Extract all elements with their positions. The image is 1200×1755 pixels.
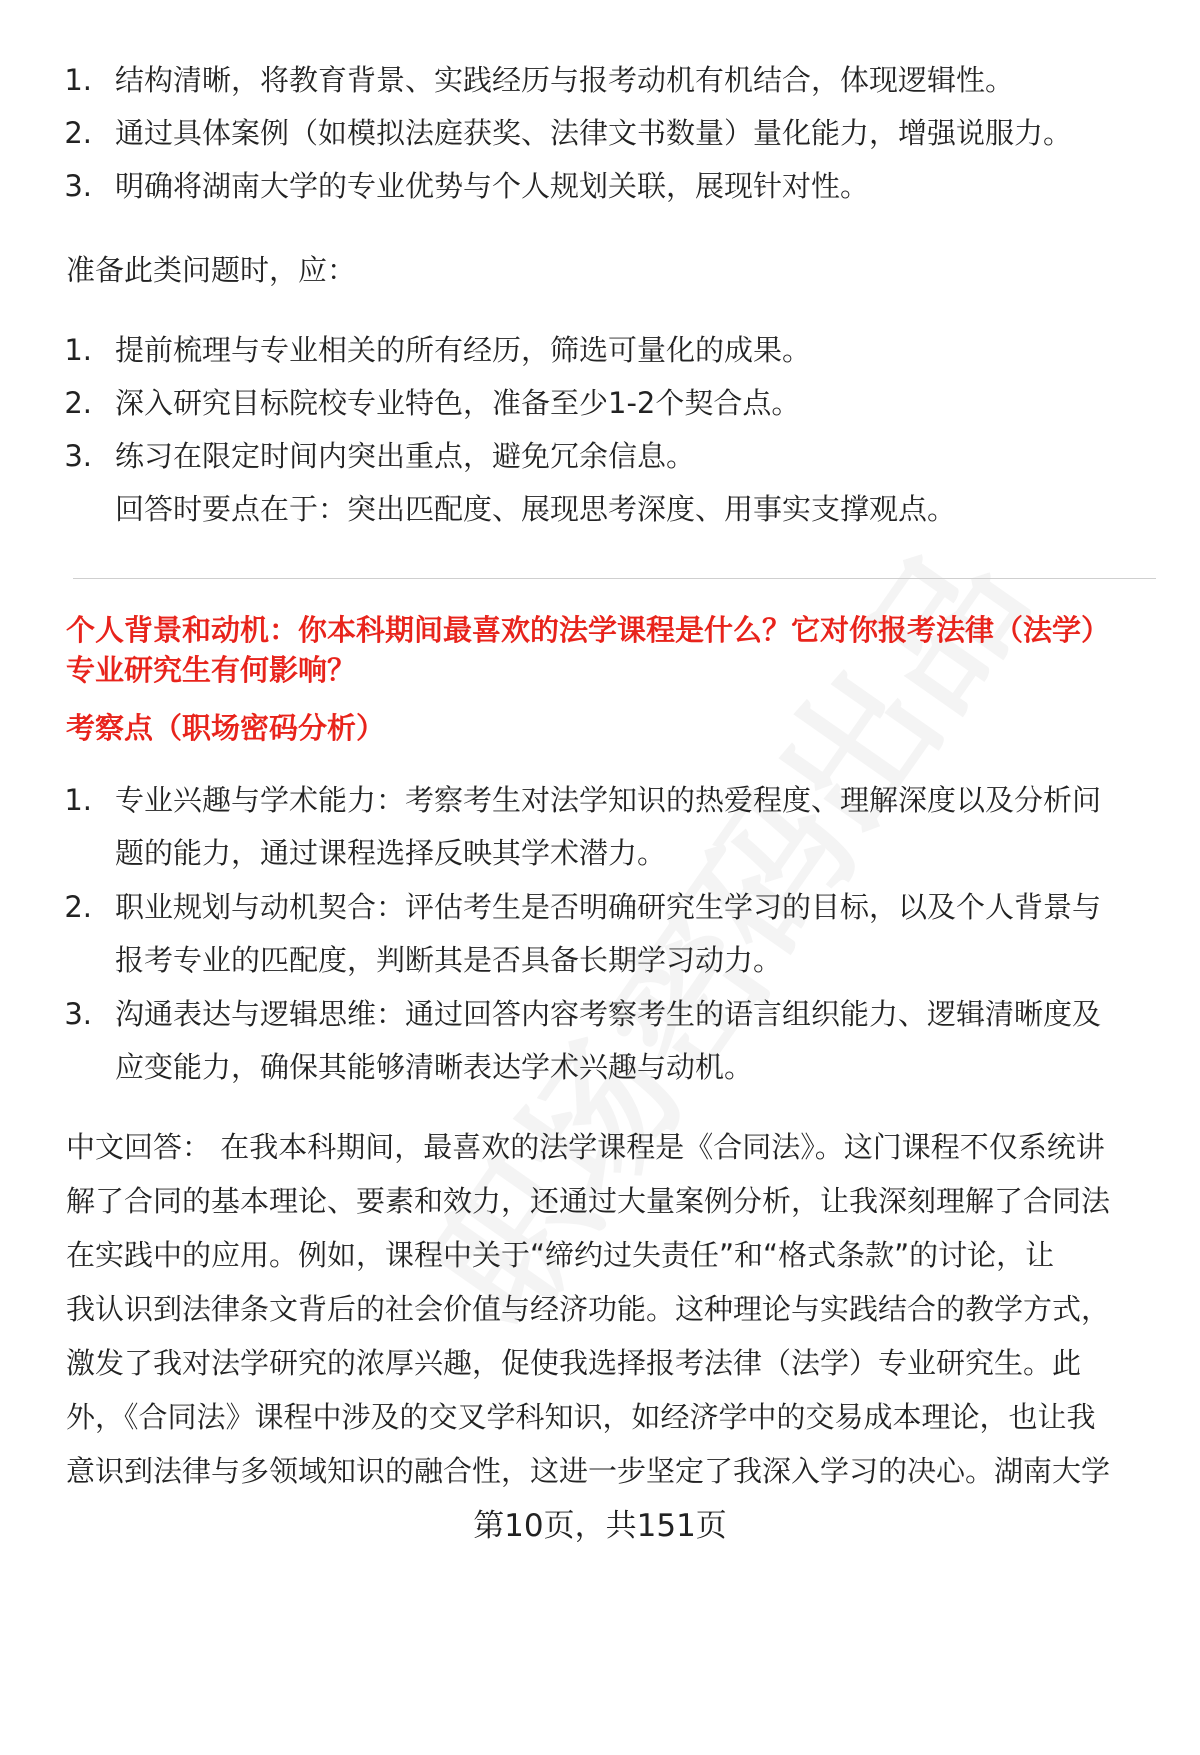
answer-line: 激发了我对法学研究的浓厚兴趣，促使我选择报考法律（法学）专业研究生。此	[66, 1346, 1082, 1380]
paragraph-heading: 准备此类问题时，应：	[66, 253, 357, 287]
list-note: 回答时要点在于：突出匹配度、展现思考深度、用事实支撑观点。	[115, 492, 957, 526]
analysis-item-line: 职业规划与动机契合：评估考生是否明确研究生学习的目标，以及个人背景与	[115, 890, 1102, 924]
list-item: 提前梳理与专业相关的所有经历，筛选可量化的成果。	[115, 333, 812, 367]
page-number: 第10页，共151页	[473, 1508, 727, 1544]
analysis-item-line: 应变能力，确保其能够清晰表达学术兴趣与动机。	[115, 1050, 754, 1084]
watermark	[322, 424, 1118, 1433]
list-item-number: 2.	[64, 386, 92, 420]
list-item-number: 3.	[64, 997, 92, 1031]
answer-line: 在实践中的应用。例如，课程中关于“缔约过失责任”和“格式条款”的讨论，让	[66, 1238, 1055, 1272]
list-item: 深入研究目标院校专业特色，准备至少1-2个契合点。	[115, 386, 801, 420]
list-item: 通过具体案例（如模拟法庭获奖、法律文书数量）量化能力，增强说服力。	[115, 116, 1073, 150]
list-item-number: 3.	[64, 169, 92, 203]
list-item-number: 2.	[64, 890, 92, 924]
list-item: 明确将湖南大学的专业优势与个人规划关联，展现针对性。	[115, 169, 870, 203]
question-heading: 个人背景和动机：你本科期间最喜欢的法学课程是什么？它对你报考法律（法学）	[66, 613, 1111, 647]
divider	[73, 578, 1156, 579]
list-item-number: 2.	[64, 116, 92, 150]
answer-line: 意识到法律与多领域知识的融合性，这进一步坚定了我深入学习的决心。湖南大学	[66, 1454, 1111, 1488]
list-item: 结构清晰，将教育背景、实践经历与报考动机有机结合，体现逻辑性。	[115, 63, 1015, 97]
analysis-item-line: 专业兴趣与学术能力：考察考生对法学知识的热爱程度、理解深度以及分析问	[115, 783, 1102, 817]
list-item-number: 1.	[64, 63, 92, 97]
analysis-heading: 考察点（职场密码分析）	[66, 711, 386, 745]
analysis-item-line: 题的能力，通过课程选择反映其学术潜力。	[115, 836, 667, 870]
analysis-item-line: 报考专业的匹配度，判断其是否具备长期学习动力。	[115, 943, 783, 977]
list-item-number: 1.	[64, 333, 92, 367]
answer-line: 外，《合同法》课程中涉及的交叉学科知识，如经济学中的交易成本理论，也让我	[66, 1400, 1096, 1434]
answer-line: 中文回答： 在我本科期间，最喜欢的法学课程是《合同法》。这门课程不仅系统讲	[66, 1130, 1105, 1164]
list-item-number: 3.	[64, 439, 92, 473]
answer-line: 解了合同的基本理论、要素和效力，还通过大量案例分析，让我深刻理解了合同法	[66, 1184, 1111, 1218]
question-heading-continued: 专业研究生有何影响？	[66, 653, 357, 687]
analysis-item-line: 沟通表达与逻辑思维：通过回答内容考察考生的语言组织能力、逻辑清晰度及	[115, 997, 1102, 1031]
list-item: 练习在限定时间内突出重点，避免冗余信息。	[115, 439, 696, 473]
answer-line: 我认识到法律条文背后的社会价值与经济功能。这种理论与实践结合的教学方式，	[66, 1292, 1111, 1326]
list-item-number: 1.	[64, 783, 92, 817]
